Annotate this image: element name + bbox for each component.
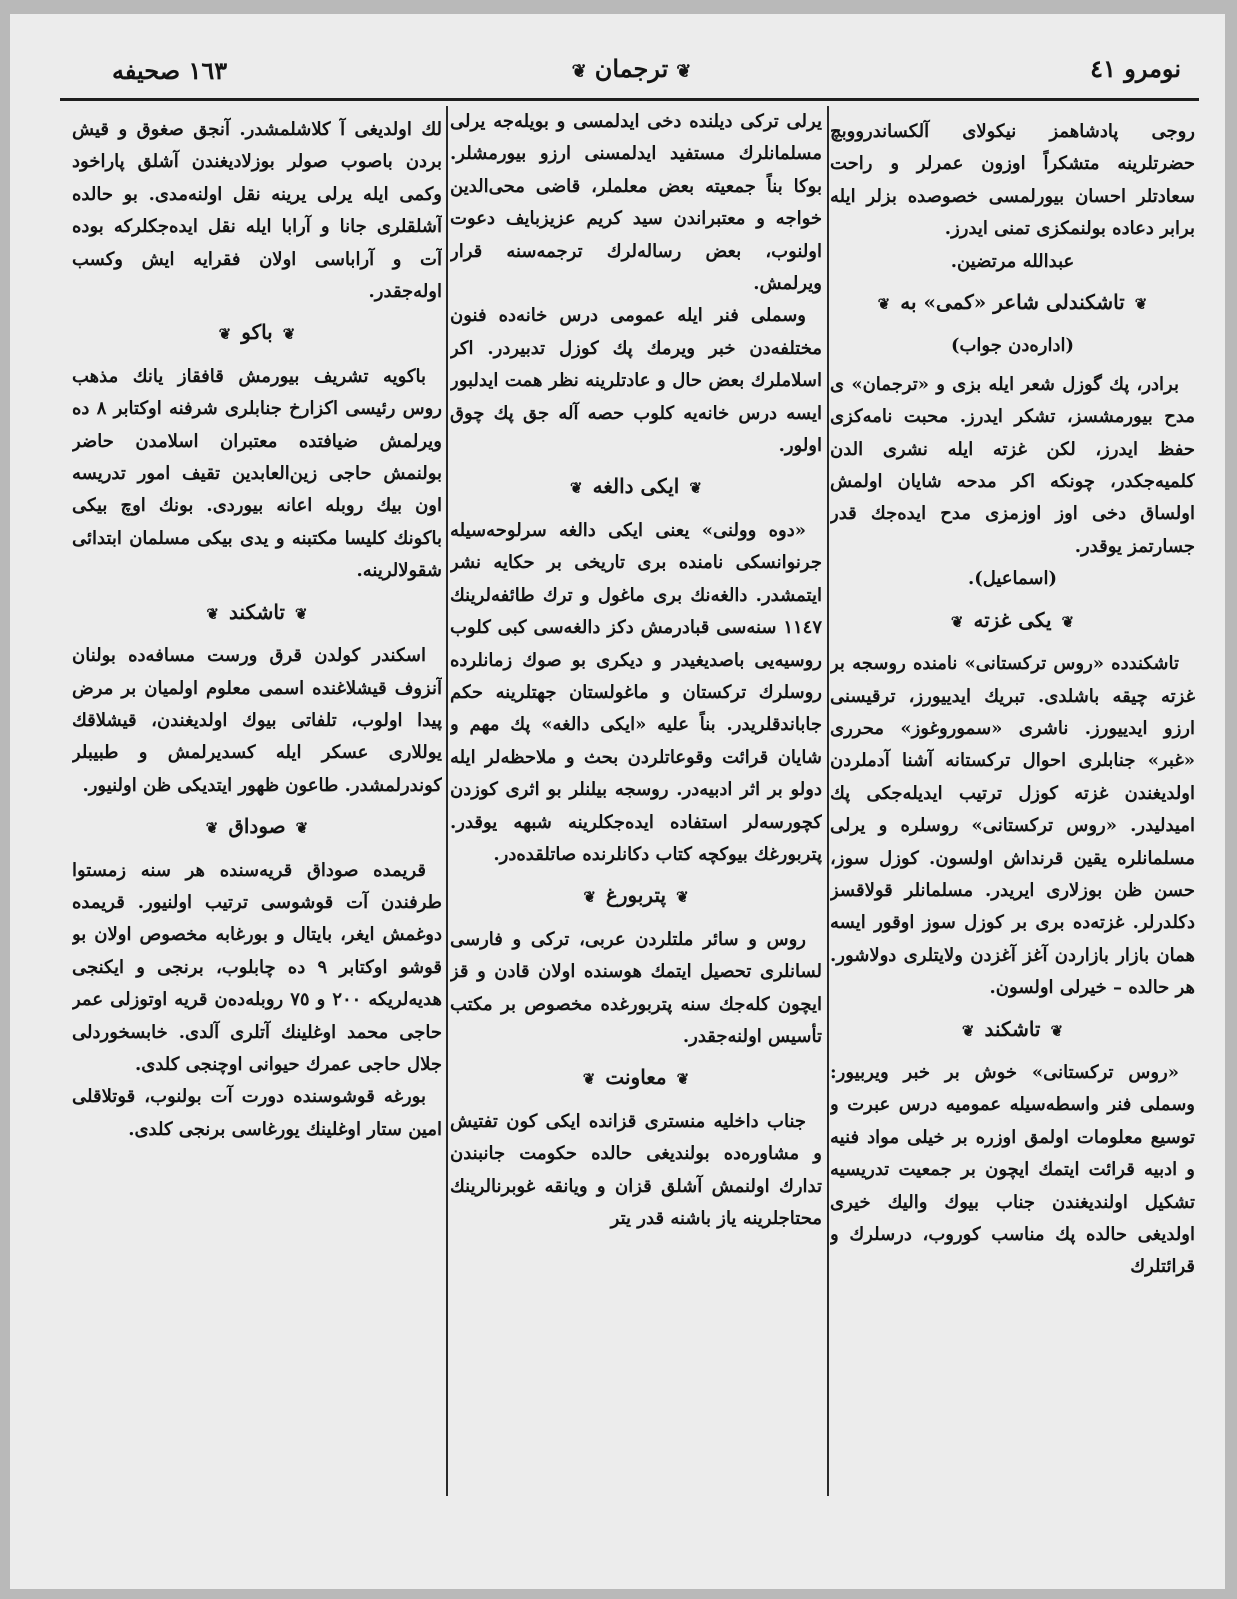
article-text: برادر، پك گوزل شعر ايله بزی و «ترجمان» ی مدح بيورمشسز، تشكر ايدرز. محبت نامه‌كزی حفظ ايدرز، لكن غزته ايله نشری الدن كلميه‌جكدر، چونكه اكر مدحه شايان اولمش اولساق دخی اوز اوزمزی مدح ايده‌جك قدر جسارتمز يوقدر. [830, 373, 1195, 557]
ornament-icon: ❦ [583, 888, 596, 907]
article-text: «روس تركستانی» خوش بر خبر ويربيور: وسملی فنر واسطه‌سيله عموميه درس عبرت و توسيع معلومات اولمق اوزره بر خيلی مواد فنيه و ادبيه قرائت ايتمك ايچون بر جمعيت تدريسيه تشكيل اولنديغندن جناب بيوك واليك خيری اولديغی حالده پك مناسب كوروب، درسلرك و قرائتلرك [830, 1061, 1195, 1278]
section-heading: ❦معاونت❦ [582, 1065, 690, 1090]
section-heading: ❦تاشكند❦ [206, 599, 308, 624]
ornament-icon: ❦ [676, 1070, 690, 1089]
ornament-icon: ❦ [676, 61, 692, 82]
column-divider [446, 106, 448, 1496]
ornament-icon: ❦ [282, 325, 296, 344]
article-text: روس و سائر ملتلردن عربی، تركی و فارسی لسانلری تحصيل ايتمك هوسنده اولان قادن و قز ايچون كله‌جك سنه پتربورغده مخصوص بر مكتب تأسيس اولنه‌جقدر. [450, 928, 822, 1047]
subheading: (اداره‌دن جواب) [950, 335, 1075, 357]
ornament-icon: ❦ [961, 1021, 975, 1040]
section-heading: ❦ايكی دالغه❦ [570, 474, 702, 499]
ornament-icon: ❦ [571, 61, 587, 82]
newspaper-title: ❦ترجمان❦ [571, 54, 692, 83]
section-heading: ❦تاشكند❦ [961, 1016, 1064, 1041]
section-heading: ❦باكو❦ [218, 320, 296, 345]
column-left [72, 114, 442, 1574]
signature: (اسماعيل). [967, 568, 1058, 590]
article-text: وسملی فنر ايله عمومی درس خانه‌ده فنون مختلفه‌دن خبر ويرمك پك كوزل تدبيردر. اكر اسلاملرك بعض حال و عادتلرينه نظر همت ايدلبور ايسه درس خانه‌يه كلوب حصه آله جق پك چوق اولور. [450, 305, 822, 457]
ornament-icon: ❦ [877, 295, 891, 314]
article-text: «دوه وولنی» يعنی ايكی دالغه سرلوحه‌سيله جرنوانسكی نامنده بری تاريخی بر حكايه نشر ايتمشدر. دالغه‌نك بری ماغول و ترك طائفه‌لرينك ١١٤٧ سنه‌سی قبادرمش دكز دالغه‌سی كبی كلوب روسيه‌يی باصديغيدر و ديكری بو صوك زمانلرده روسلرك تركستان و ماغولستان جهتلرينه حكم جاباندقلريدر. بناً عليه «ايكی دالغه» پك مهم و شايان قرائت وقوعاتلردن بحث و ملاحظه‌لر ايله دولو بر اثر ادبيه‌در. روسجه بيلنلر بو اثری كوزدن كچورسه‌لر استفاده ايده‌جكلرينه شبهه يوقدر. پتربورغك بيوكچه كتاب دكانلرنده صاتلقده‌در. [450, 519, 822, 865]
column-middle [450, 106, 822, 1566]
newspaper-page [10, 14, 1225, 1589]
page-number: ١٦٣ صحيفه [112, 56, 228, 85]
page-header [68, 48, 1195, 98]
section-heading: ❦تاشكندلی شاعر «كمی» به❦ [877, 290, 1148, 315]
article-text: يرلی تركی ديلنده دخی ايدلمسی و بويله‌جه يرلی مسلمانلرك مستفيد ايدلمسنی ارزو بيورمشلر. بوكا بناً جمعيته بعض معلملر، قاضی محی‌الدين خواجه و معتبراندن سيد كريم عزيزبايف دعوت اولنوب، بعض رساله‌لرك ترجمه‌سنه قرار ويرلمش. [450, 111, 822, 295]
ornament-icon: ❦ [1050, 1021, 1064, 1040]
ornament-icon: ❦ [295, 604, 308, 623]
article-text: باكويه تشريف بيورمش قافقاز يانك مذهب روس رئيسی اكزارخ جنابلری شرفنه اوكتابر ٨ ده ويرلمش ضيافتده معتبران اسلامدن حاضر بولنمش حاجی زين‌العابدين تقيف امور تدريسه اون بيك روبله اعانه بيوردی. بونك اوچ بيكی باكونك كليسا مكتبنه و يدی بيكی مسلمان ابتدائی شقولالرينه. [72, 365, 442, 582]
article-text: بورغه قوشوسنده دورت آت بولنوب، قوتلاقلی امين ستار اوغلينك يورغاسی برنجی كلدی. [72, 1086, 442, 1140]
article-text: اسكندر كولدن قرق ورست مسافه‌ده بولنان آنزوف قيشلاغنده اسمی معلوم اولميان بر مرض پيدا اولوب، تلفاتی بيوك اولديغندن، قيشلاقك يوللاری عسكر ايله كسديرلمش و طبيبلر كوندرلمشدر. طاعون ظهور ايتديكی ظن اولنيور. [72, 645, 442, 796]
column-right [830, 116, 1195, 1576]
section-heading: ❦صوداق❦ [205, 814, 309, 839]
ornament-icon: ❦ [570, 479, 583, 498]
article-text: لك اولديغی آ كلاشلمشدر. آنجق صغوق و قيش بردن باصوب صولر بوزلاديغندن آشلق پاراخود وكمی ايله يرلی يرينه نقل اولنه‌مدی. بو حالده آشلقلری جانا و آرابا ايله نقل ايده‌جكلركه بوده آت و آراباسی اولان فقرايه ايش وكسب اوله‌جقدر. [72, 119, 442, 303]
column-divider [827, 106, 829, 1496]
signature: عبدالله مرتضين. [950, 250, 1075, 272]
article-text: روجی پادشاهمز نيكولای آلكساندرووبچ حضرتلرينه متشكراً اوزون عمرلر و راحت سعادتلر احسان بيورلمسی خصوصده بزلر ايله برابر دعاده بولنمكزی تمنی ايدرز. [830, 121, 1195, 240]
section-heading: ❦يكی غزته❦ [950, 607, 1075, 632]
issue-number: نومرو ٤١ [1090, 54, 1181, 83]
header-rule [60, 98, 1199, 101]
ornament-icon: ❦ [1061, 612, 1075, 631]
ornament-icon: ❦ [218, 325, 232, 344]
ornament-icon: ❦ [689, 479, 702, 498]
ornament-icon: ❦ [205, 819, 219, 838]
ornament-icon: ❦ [582, 1070, 596, 1089]
ornament-icon: ❦ [206, 604, 219, 623]
ornament-icon: ❦ [950, 612, 964, 631]
ornament-icon: ❦ [676, 888, 689, 907]
article-text: جناب داخليه منستری قزانده ايكی كون تفتيش و مشاوره‌ده بولنديغی حالده حكومت جانبندن تدارك اولنمش آشلق قزان و ويانقه غوبرنالرينك محتاجلرينه ياز باشنه قدر يتر [450, 1110, 822, 1229]
section-heading: ❦پتربورغ❦ [583, 883, 689, 908]
article-text: قريمده صوداق قريه‌سنده هر سنه زمستوا طرفندن آت قوشوسی ترتيب اولنيور. قريمده دوغمش ايغر، بايتال و بورغابه مخصوص اولان بو قوشو اوكتابر ٩ ده چابلوب، برنجی و ايكنجی هديه‌لريكه ٢٠٠ و ٧٥ روبله‌ده‌ن قريه اوتوزلی عمر حاجی محمد اوغلينك آتلری آلدی. خابسخوردلی جلال حاجی عمرك حيوانی اوچنجی كلدی. [72, 859, 442, 1075]
ornament-icon: ❦ [1134, 295, 1148, 314]
ornament-icon: ❦ [295, 819, 309, 838]
article-text: تاشكندده «روس تركستانی» نامنده روسجه بر غزته چيقه باشلدی. تبريك ايدييورز، ترقيسنی ارزو ايدييورز. ناشری «سموروغوز» محرری «غبر» جنابلری احوال تركستانه آشنا آدملردن اولديغندن غزته كوزل ترتيب ايديله‌جكی پك اميدليدر. «روس تركستانی» روسلره و يرلی مسلمانلره يقين قرنداش اولسون. كوزل سوز، حسن ظن بوزلاری ايريدر. مسلمانلر قولاقسز دكلدرلر. غزته‌ده بری بر كوزل سوز اوقور ايسه همان بازار بازاردن آغز آغزدن ولايتلری دولاشور. هر حالده – خيرلی اولسون. [830, 653, 1195, 999]
